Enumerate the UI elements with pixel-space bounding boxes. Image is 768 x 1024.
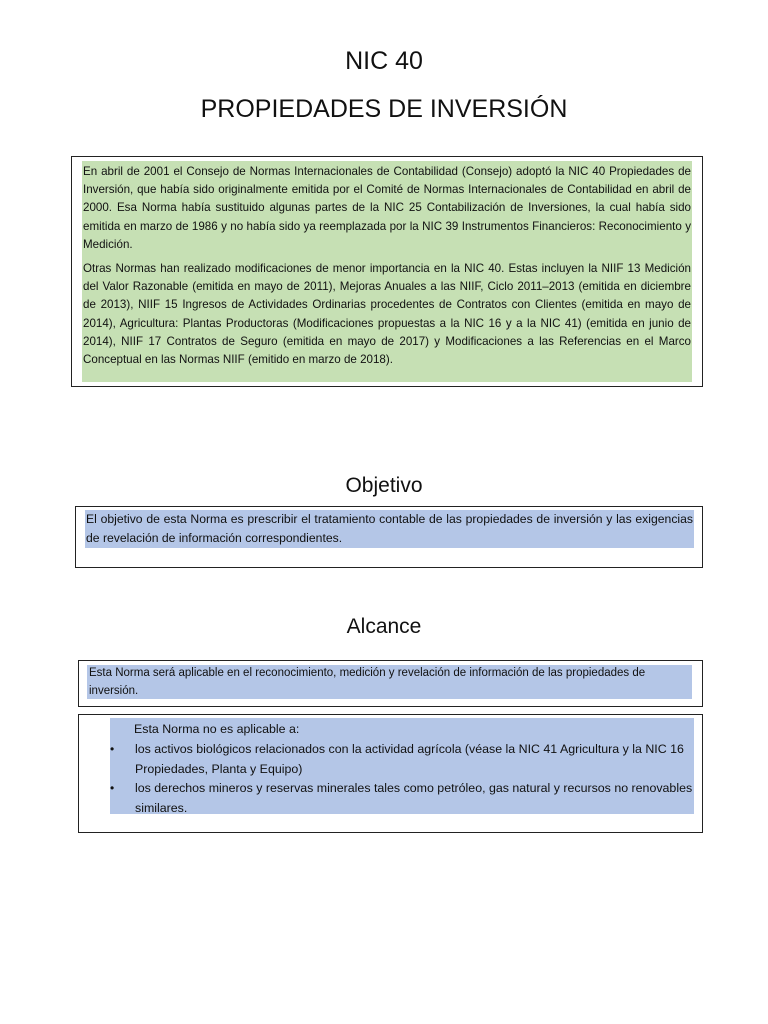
scope-heading: Alcance [346,615,422,638]
scope-exclusions-list [110,740,694,818]
intro-paragraph-1: En abril de 2001 el Consejo de Normas Internacionales de Contabilidad (Consejo) adoptó la NIC 40 Propiedades de Inversión, que había sido originalmente emitida por el Comité de Normas Internacionales de Contabilidad en abril de 2000. Esa Norma había sustituido algunas partes de la NIC 25 Contabilización de Inversiones, la cual había sido emitida en marzo de 1986 y no había sido ya reemplazada por la NIC 39 Instrumentos Financieros: Reconocimiento y Medición. [83,165,691,251]
scope-applies-box [78,660,703,707]
bullet-icon: • [110,742,115,756]
bullet-text: los activos biológicos relacionados con la actividad agrícola (véase la NIC 41 Agricultura y la NIC 16 Propiedades, Planta y Equipo) [135,742,684,776]
intro-paragraph-2: Otras Normas han realizado modificaciones de menor importancia en la NIC 40. Estas incluyen la NIIF 13 Medición del Valor Razonable (emitida en mayo de 2011), Mejoras Anuales a las NIIF, Ciclo 2011–2013 (emitida en diciembre de 2013), NIIF 15 Ingresos de Actividades Ordinarias procedentes de Contratos con Clientes (emitida en mayo de 2014), Agricultura: Plantas Productoras (Modificaciones propuestas a la NIC 16 y a la NIC 41) (emitida en junio de 2014), NIIF 17 Contratos de Seguro (emitida en mayo de 2017) y Modificaciones a las Referencias en el Marco Conceptual en las Normas NIIF (emitido en marzo de 2018). [83,262,691,367]
bullet-text: los derechos mineros y reservas minerales tales como petróleo, gas natural y recursos no renovables similares. [135,781,693,815]
bullet-icon: • [110,781,115,795]
scope-exclusions-box [78,714,703,833]
scope-exclusions-highlight [110,718,694,814]
scope-exclusions-intro: Esta Norma no es aplicable a: [134,722,300,736]
objective-text: El objetivo de esta Norma es prescribir el tratamiento contable de las propiedades de inversión y las exigencias de revelación de información correspondientes. [85,510,694,548]
document-title: PROPIEDADES DE INVERSIÓN [200,95,568,123]
intro-box [71,156,703,387]
list-item [110,779,694,818]
document-code: NIC 40 [345,47,423,75]
scope-applies-text: Esta Norma será aplicable en el reconocimiento, medición y revelación de información de las propiedades de inversión. [87,665,692,699]
objective-heading: Objetivo [345,474,423,497]
objective-box [75,506,703,568]
intro-highlight [82,161,692,382]
list-item [110,740,694,779]
